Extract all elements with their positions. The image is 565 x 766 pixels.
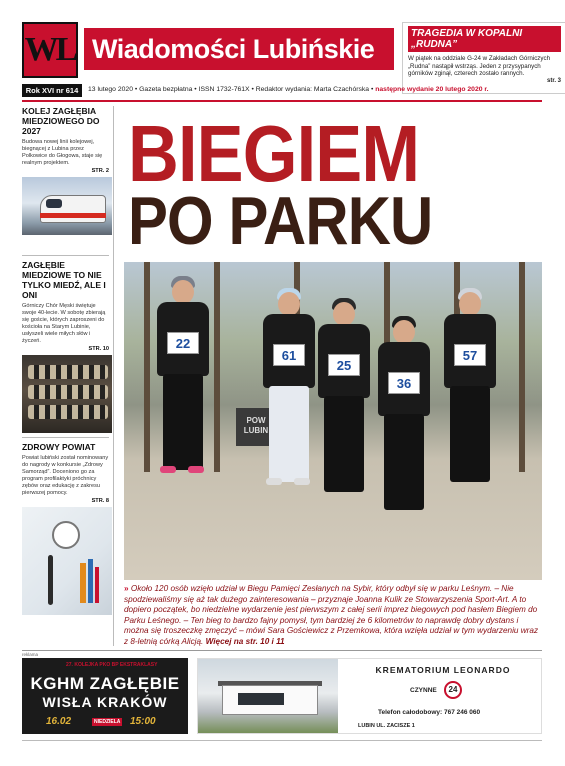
ad-home-team: KGHM ZAGŁĘBIE bbox=[30, 674, 180, 693]
train-stripe bbox=[40, 213, 106, 218]
ad-krematorium[interactable] bbox=[197, 658, 542, 734]
choir-row bbox=[28, 385, 108, 399]
stethoscope-shape bbox=[48, 555, 53, 605]
sidebar-article-health[interactable] bbox=[22, 438, 109, 638]
main-photo[interactable] bbox=[124, 262, 542, 580]
runner bbox=[434, 292, 506, 492]
promo-teaser[interactable] bbox=[402, 22, 565, 94]
race-bib: 57 bbox=[454, 344, 486, 366]
sidebar-headline: KOLEJ ZAGŁĘBIA MIEDZIOWEGO DO 2027 bbox=[22, 106, 100, 136]
sidebar-headline: ZDROWY POWIAT bbox=[22, 442, 96, 452]
ad-label: reklama bbox=[22, 652, 39, 657]
runner bbox=[314, 302, 374, 502]
sidebar-page-ref: STR. 10 bbox=[88, 346, 109, 352]
runner bbox=[148, 280, 218, 480]
masthead bbox=[22, 22, 561, 92]
issue-badge: Rok XVI nr 614 bbox=[22, 84, 82, 97]
runner-legs bbox=[450, 386, 490, 482]
promo-text: W piątek na oddziale G-24 w Zakładach Górniczych „Rudna” nastąpił wstrząs. Jeden z przysypanych górników zginął, czterech zostało rannych. bbox=[408, 55, 551, 77]
runner-head bbox=[333, 302, 355, 326]
train-photo bbox=[22, 177, 112, 235]
ad-section-rule bbox=[22, 650, 542, 651]
masthead-rule bbox=[22, 100, 542, 102]
ad-address: LUBIN UL. ZACISZE 1 bbox=[358, 723, 415, 729]
sidebar-page-ref: STR. 8 bbox=[91, 498, 109, 504]
ad-phone: Telefon całodobowy: 767 246 060 bbox=[378, 709, 481, 716]
runner-legs bbox=[163, 374, 203, 470]
sidebar-article-choir[interactable] bbox=[22, 256, 109, 438]
issue-info-text: 13 lutego 2020 • Gazeta bezpłatna • ISSN 1732-761X • Redaktor wydania: Marta Czachórska • bbox=[88, 86, 374, 93]
logo[interactable] bbox=[22, 22, 78, 78]
race-bib: 61 bbox=[273, 344, 305, 366]
next-issue: następne wydanie 20 lutego 2020 r. bbox=[375, 86, 489, 93]
sidebar-headline: ZAGŁĘBIE MIEDZIOWE TO NIE TYLKO MIEDŹ, ALE I ONI bbox=[22, 260, 106, 300]
ad-24h-badge: 24 bbox=[444, 681, 462, 699]
ad-football-match[interactable] bbox=[22, 658, 188, 734]
continued-link[interactable]: Więcej na str. 10 i 11 bbox=[205, 636, 285, 646]
runner-head bbox=[459, 292, 481, 316]
pen-shape bbox=[88, 559, 93, 603]
race-bib: 22 bbox=[167, 332, 199, 354]
promo-page: str. 3 bbox=[546, 77, 561, 84]
runner-shoe bbox=[160, 466, 176, 473]
runner-head bbox=[172, 280, 194, 304]
tree-shape bbox=[519, 262, 525, 472]
sidebar-lead: Powiat lubiński został nominowany do nagrody w konkursie „Zdrowy Samorząd”. Doceniono go za program profilaktyki próchnicy zębów oraz edukację z zakresu pierwszej pomocy. bbox=[22, 455, 109, 496]
ad-match-date: 16.02 bbox=[46, 716, 72, 727]
sidebar-lead: Budowa nowej linii kolejowej, biegnącej z Lubina przez Polkowice do Głogowa, staje się realnym projektem. bbox=[22, 139, 103, 166]
ad-league: 27. KOLEJKA PKO BP EKSTRAKLASY bbox=[66, 662, 158, 668]
train-window bbox=[46, 199, 62, 208]
newspaper-title-bar[interactable] bbox=[84, 28, 394, 70]
race-bib: 25 bbox=[328, 354, 360, 376]
caption-marker: » bbox=[124, 584, 129, 593]
footer-rule bbox=[22, 740, 542, 741]
choir-photo bbox=[22, 355, 112, 433]
runner bbox=[376, 320, 432, 500]
race-bib: 36 bbox=[388, 372, 420, 394]
runner-legs bbox=[324, 396, 364, 492]
ad-match-day: NIEDZIELA bbox=[94, 719, 121, 725]
pen-shape bbox=[80, 563, 86, 603]
pen-shape bbox=[95, 567, 99, 603]
name-badge-shape bbox=[52, 521, 80, 549]
sidebar-article-rail[interactable] bbox=[22, 106, 109, 256]
runner-shoe bbox=[266, 478, 282, 485]
runner-legs bbox=[384, 414, 424, 510]
caption-text: Około 120 osób wzięło udział w Biegu Pamięci Zesłanych na Sybir, który odbył się w parku Leśnym. – Nie spodziewaliśmy się aż tak dużego zainteresowania – przyznaje Joanna Kulik ze Stowarzyszenia Sport-Art. A to dopiero początek, bo niedzielne wydarzenie jest pierwszym z całej serii imprez biegowych pod hasłem Biegiem do Parku Leśnego. – Ten bieg to bardzo fajny pomysł, tym bardziej że 6 kilometrów to naprawdę dobry dystans i można się troszeczkę zmęczyć – mówi Sara Gościewicz z Przemkowa, która wzięła udział w tym wydarzeniu wraz z 8-letnią córką Alicją. bbox=[124, 584, 539, 646]
newspaper-title: Wiadomości Lubińskie bbox=[92, 33, 375, 64]
building-photo bbox=[198, 659, 338, 734]
photo-caption bbox=[124, 584, 542, 648]
sidebar bbox=[22, 106, 114, 646]
promo-title: TRAGEDIA W KOPALNI „RUDNA” bbox=[408, 26, 561, 52]
runner-shoe bbox=[294, 478, 310, 485]
logo-text: WL bbox=[24, 31, 76, 68]
choir-row bbox=[28, 365, 108, 379]
ad-match-time: 15:00 bbox=[130, 716, 156, 727]
park-sign: POW LUBIN bbox=[236, 408, 276, 446]
choir-row bbox=[28, 405, 108, 419]
sidebar-lead: Górniczy Chór Męski świętuje swoje 40-lecie. W sobotę zbierają się goście, których zaproszeni do kościoła na Starym Lubinie, usłyszeli wiele miłych słów i życzeń. bbox=[22, 303, 106, 344]
building-window bbox=[238, 693, 284, 705]
ad-away-team: WISŁA KRAKÓW bbox=[42, 694, 168, 710]
runner-legs bbox=[269, 386, 309, 482]
main-headline-line2: PO PARKU bbox=[128, 183, 433, 259]
runner-head bbox=[278, 292, 300, 316]
ad-open-label: CZYNNE bbox=[410, 687, 437, 694]
medic-photo bbox=[22, 507, 112, 615]
main-headline-line1: BIEGIEM bbox=[128, 109, 420, 198]
runner-head bbox=[393, 320, 415, 344]
issue-info bbox=[88, 86, 489, 93]
sidebar-page-ref: STR. 2 bbox=[91, 168, 109, 174]
runner-shoe bbox=[188, 466, 204, 473]
ad-business-name: KREMATORIUM LEONARDO bbox=[375, 665, 511, 675]
